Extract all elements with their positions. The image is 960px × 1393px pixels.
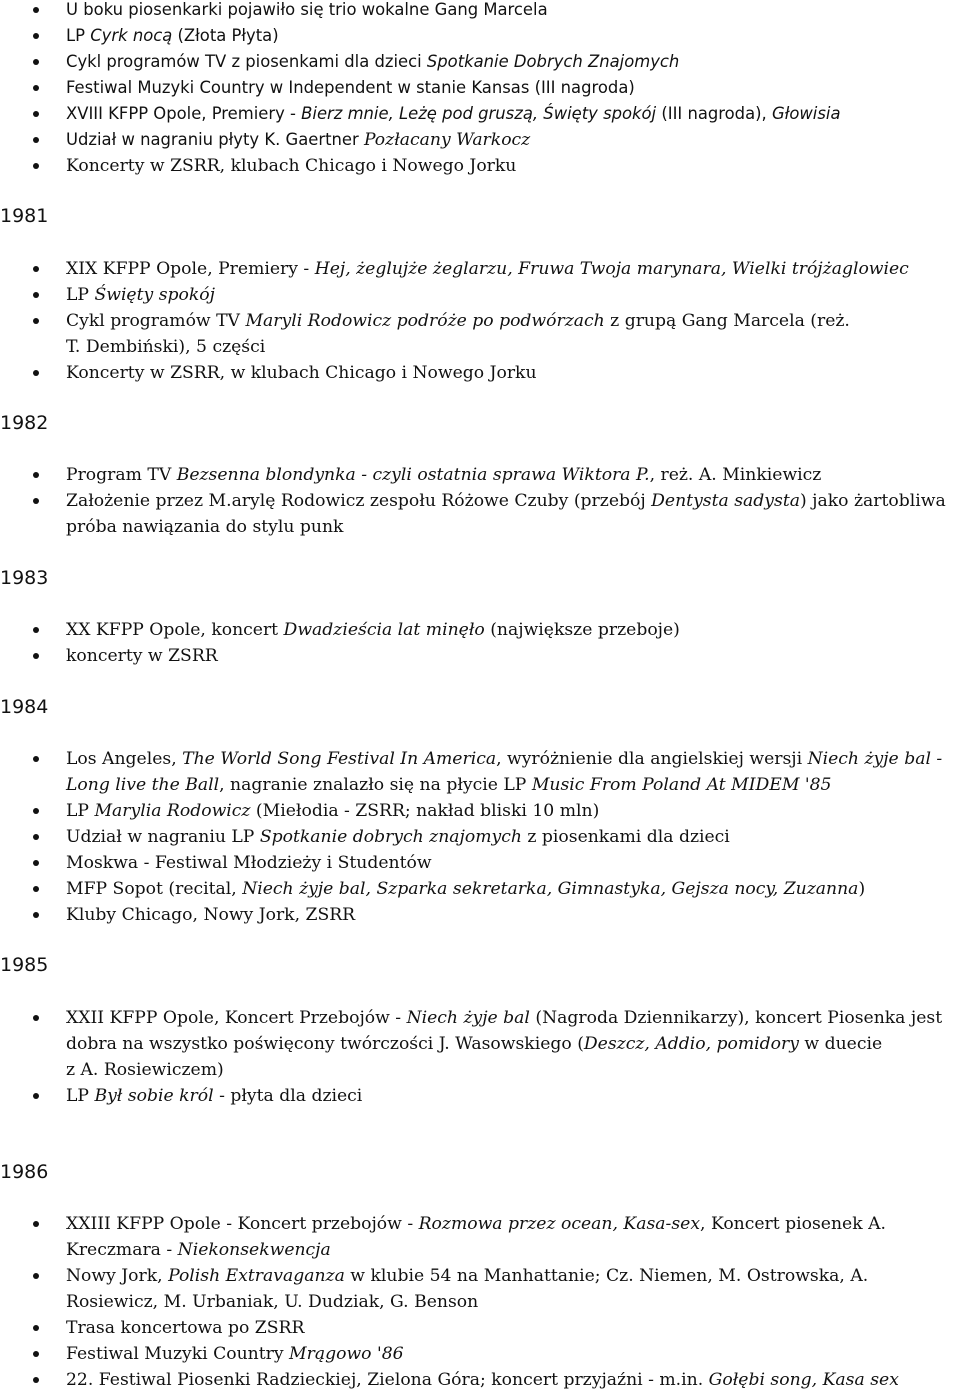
list-1984 — [0, 746, 960, 928]
list-item: XXII KFPP Opole, Koncert Przebojów - Niech żyje bal (Nagroda Dziennikarzy), koncert Piosenka jest dobra na wszystko poświęcony twórczości J. Wasowskiego (Deszcz, Addio, pomidory w duecie z A. Rosiewiczem) — [0, 1005, 960, 1083]
list-item: MFP Sopot (recital, Niech żyje bal, Szparka sekretarka, Gimnastyka, Gejsza nocy, Zuzanna) — [0, 876, 960, 902]
list-item: Kluby Chicago, Nowy Jork, ZSRR — [0, 902, 960, 928]
list-item: Festiwal Muzyki Country w Independent w stanie Kansas (III nagroda) — [0, 75, 841, 101]
year-heading: 1985 — [0, 954, 49, 976]
list-1986 — [0, 1211, 960, 1393]
list-item: Udział w nagraniu LP Spotkanie dobrych znajomych z piosenkami dla dzieci — [0, 824, 960, 850]
year-heading: 1986 — [0, 1161, 49, 1183]
list-item: Założenie przez M.arylę Rodowicz zespołu Różowe Czuby (przebój Dentysta sadysta) jako żartobliwa próba nawiązania do stylu punk — [0, 488, 960, 540]
list-item: 22. Festiwal Piosenki Radzieckiej, Zielona Góra; koncert przyjaźni - m.in. Gołębi song, Kasa sex — [0, 1367, 960, 1393]
list-item: Nowy Jork, Polish Extravaganza w klubie 54 na Manhattanie; Cz. Niemen, M. Ostrowska, A. Rosiewicz, M. Urbaniak, U. Dudziak, G. Benson — [0, 1263, 960, 1315]
list-item: XVIII KFPP Opole, Premiery - Bierz mnie, Leżę pod gruszą, Święty spokój (III nagroda), Głowisia — [0, 101, 841, 127]
list-item: Festiwal Muzyki Country Mrągowo '86 — [0, 1341, 960, 1367]
list-item: U boku piosenkarki pojawiło się trio wokalne Gang Marcela — [0, 0, 841, 23]
list-item: LP Święty spokój — [0, 282, 909, 308]
list-item: Koncerty w ZSRR, klubach Chicago i Nowego Jorku — [0, 153, 841, 179]
list-item: XXIII KFPP Opole - Koncert przebojów - Rozmowa przez ocean, Kasa-sex, Koncert piosenek A. Kreczmara - Niekonsekwencja — [0, 1211, 960, 1263]
list-item: koncerty w ZSRR — [0, 643, 680, 669]
list-1985 — [0, 1005, 960, 1109]
year-heading: 1981 — [0, 205, 49, 227]
list-item: Udział w nagraniu płyty K. Gaertner Pozłacany Warkocz — [0, 127, 841, 153]
list-item: Cykl programów TV z piosenkami dla dzieci Spotkanie Dobrych Znajomych — [0, 49, 841, 75]
list-1983 — [0, 617, 680, 669]
list-item: Koncerty w ZSRR, w klubach Chicago i Nowego Jorku — [0, 360, 909, 386]
list-item: Program TV Bezsenna blondynka - czyli ostatnia sprawa Wiktora P., reż. A. Minkiewicz — [0, 462, 960, 488]
list-1982 — [0, 462, 960, 540]
list-item: XX KFPP Opole, koncert Dwadzieścia lat minęło (największe przeboje) — [0, 617, 680, 643]
list-1980 — [0, 0, 841, 179]
list-item: Los Angeles, The World Song Festival In America, wyróżnienie dla angielskiej wersji Niech żyje bal - Long live the Ball, nagranie znalazło się na płycie LP Music From Poland At MIDEM '85 — [0, 746, 960, 798]
list-item: Cykl programów TV Maryli Rodowicz podróże po podwórzach z grupą Gang Marcela (reż. T. Dembiński), 5 części — [0, 308, 909, 360]
list-item: LP Był sobie król - płyta dla dzieci — [0, 1083, 960, 1109]
year-heading: 1983 — [0, 567, 49, 589]
list-item: LP Marylia Rodowicz (Miełodia - ZSRR; nakład bliski 10 mln) — [0, 798, 960, 824]
list-1981 — [0, 256, 909, 386]
list-item: LP Cyrk nocą (Złota Płyta) — [0, 23, 841, 49]
list-item: Trasa koncertowa po ZSRR — [0, 1315, 960, 1341]
year-heading: 1982 — [0, 412, 49, 434]
list-item: Moskwa - Festiwal Młodzieży i Studentów — [0, 850, 960, 876]
year-heading: 1984 — [0, 696, 49, 718]
list-item: XIX KFPP Opole, Premiery - Hej, żeglujże żeglarzu, Fruwa Twoja marynara, Wielki trójżaglowiec — [0, 256, 909, 282]
